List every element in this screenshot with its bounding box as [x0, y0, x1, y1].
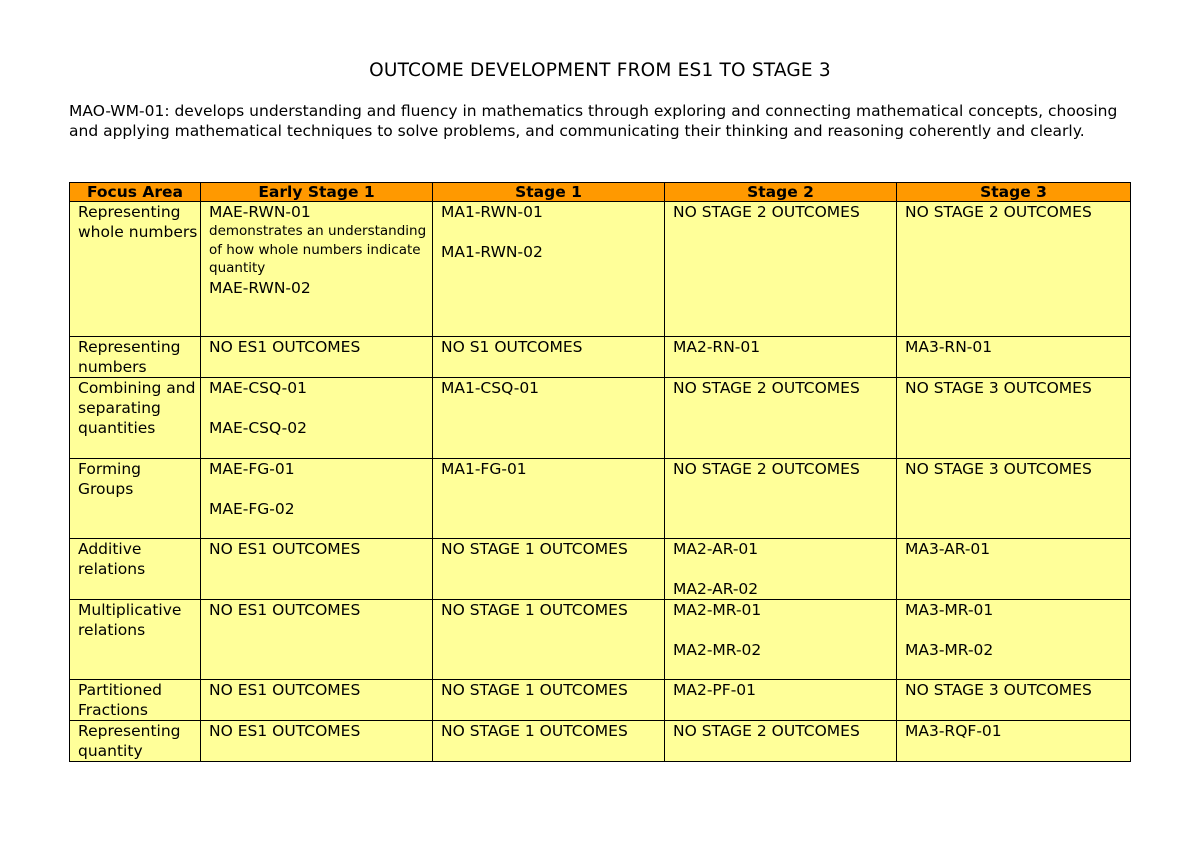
- stage-3-cell: NO STAGE 3 OUTCOMES: [897, 680, 1131, 721]
- focus-area-cell: Representing quantity: [70, 721, 201, 762]
- early-stage-1-cell: NO ES1 OUTCOMES: [201, 721, 433, 762]
- outcome-code: MA1-RWN-02: [441, 243, 543, 261]
- table-row: [70, 337, 1131, 378]
- header-stage-3: Stage 3: [897, 183, 1131, 202]
- outcome-code: MAE-CSQ-01: [209, 379, 307, 397]
- outcome-code: MA3-MR-02: [905, 641, 994, 659]
- early-stage-1-cell: [201, 378, 433, 459]
- stage-2-cell: NO STAGE 2 OUTCOMES: [665, 378, 897, 459]
- focus-area-cell: Representing numbers: [70, 337, 201, 378]
- header-early-stage-1: Early Stage 1: [201, 183, 433, 202]
- table-row: [70, 202, 1131, 337]
- table-row: [70, 600, 1131, 680]
- outcome-code: MA3-MR-01: [905, 601, 994, 619]
- early-stage-1-cell: NO ES1 OUTCOMES: [201, 600, 433, 680]
- stage-1-cell: NO STAGE 1 OUTCOMES: [433, 721, 665, 762]
- stage-2-cell: NO STAGE 2 OUTCOMES: [665, 459, 897, 539]
- outcome-code: MA1-RWN-01: [441, 203, 543, 221]
- header-focus-area: Focus Area: [70, 183, 201, 202]
- early-stage-1-cell: [201, 202, 433, 337]
- outcome-intro: MAO-WM-01: develops understanding and fluency in mathematics through exploring and connecting mathematical concepts, choosing and applying mathematical techniques to solve problems, and communicating their thinking and reasoning coherently and clearly.: [69, 102, 1118, 140]
- outcome-code: MAE-FG-02: [209, 500, 295, 518]
- focus-area-cell: Forming Groups: [70, 459, 201, 539]
- focus-area-cell: Combining and separating quantities: [70, 378, 201, 459]
- page-title: OUTCOME DEVELOPMENT FROM ES1 TO STAGE 3: [369, 60, 831, 81]
- stage-3-cell: [897, 600, 1131, 680]
- outcome-code: MA2-MR-02: [673, 641, 762, 659]
- stage-3-cell: NO STAGE 3 OUTCOMES: [897, 378, 1131, 459]
- table-row: [70, 721, 1131, 762]
- outcome-code: MAE-FG-01: [209, 460, 295, 478]
- outcome-code: MAE-RWN-02: [209, 278, 311, 297]
- stage-2-cell: [665, 600, 897, 680]
- table-row: [70, 459, 1131, 539]
- outcome-code: MAE-RWN-01: [209, 203, 311, 221]
- focus-area-cell: Partitioned Fractions: [70, 680, 201, 721]
- stage-3-cell: MA3-RQF-01: [897, 721, 1131, 762]
- stage-2-cell: MA2-PF-01: [665, 680, 897, 721]
- outcomes-table: [69, 182, 1131, 762]
- table-header-row: [70, 183, 1131, 202]
- stage-1-cell: NO STAGE 1 OUTCOMES: [433, 539, 665, 600]
- stage-3-cell: MA3-AR-01: [897, 539, 1131, 600]
- table-row: [70, 378, 1131, 459]
- outcome-description: demonstrates an understanding of how whole numbers indicate quantity: [209, 223, 427, 276]
- stage-3-cell: NO STAGE 3 OUTCOMES: [897, 459, 1131, 539]
- early-stage-1-cell: NO ES1 OUTCOMES: [201, 680, 433, 721]
- stage-2-cell: NO STAGE 2 OUTCOMES: [665, 721, 897, 762]
- header-stage-2: Stage 2: [665, 183, 897, 202]
- stage-1-cell: MA1-CSQ-01: [433, 378, 665, 459]
- stage-1-cell: NO STAGE 1 OUTCOMES: [433, 600, 665, 680]
- focus-area-cell: Representing whole numbers: [70, 202, 201, 337]
- stage-1-cell: NO STAGE 1 OUTCOMES: [433, 680, 665, 721]
- outcome-code: MA2-AR-02: [673, 580, 759, 598]
- table-row: [70, 539, 1131, 600]
- early-stage-1-cell: NO ES1 OUTCOMES: [201, 337, 433, 378]
- focus-area-cell: Additive relations: [70, 539, 201, 600]
- outcome-code: MAE-CSQ-02: [209, 419, 307, 437]
- stage-1-cell: MA1-FG-01: [433, 459, 665, 539]
- stage-2-cell: MA2-RN-01: [665, 337, 897, 378]
- outcome-code: MA2-AR-01: [673, 540, 759, 558]
- stage-1-cell: NO S1 OUTCOMES: [433, 337, 665, 378]
- stage-3-cell: MA3-RN-01: [897, 337, 1131, 378]
- table-row: [70, 680, 1131, 721]
- outcome-code: MA2-MR-01: [673, 601, 762, 619]
- header-stage-1: Stage 1: [433, 183, 665, 202]
- early-stage-1-cell: NO ES1 OUTCOMES: [201, 539, 433, 600]
- focus-area-cell: Multiplicative relations: [70, 600, 201, 680]
- early-stage-1-cell: [201, 459, 433, 539]
- stage-1-cell: [433, 202, 665, 337]
- stage-2-cell: NO STAGE 2 OUTCOMES: [665, 202, 897, 337]
- stage-3-cell: NO STAGE 2 OUTCOMES: [897, 202, 1131, 337]
- stage-2-cell: [665, 539, 897, 600]
